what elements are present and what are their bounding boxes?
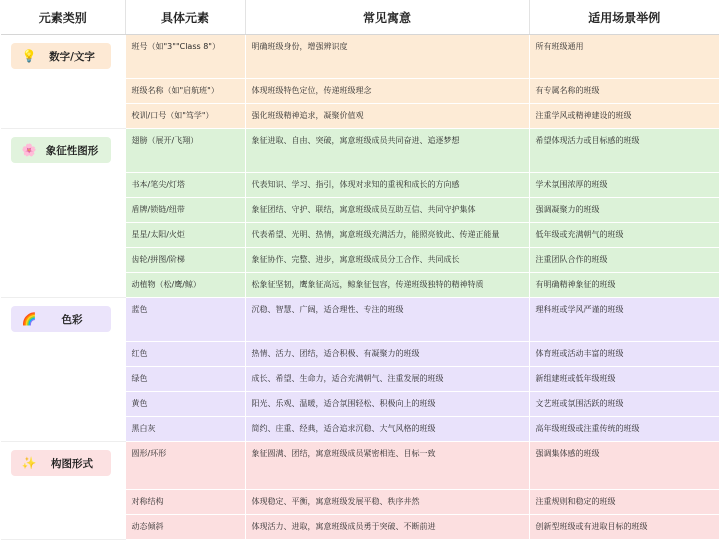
table-row bbox=[1, 35, 719, 79]
table-row bbox=[1, 129, 719, 173]
header-element: 具体元素 bbox=[125, 0, 245, 35]
category-label: 构图形式 bbox=[51, 457, 93, 470]
scene-cell: 低年级或充满朝气的班级 bbox=[529, 223, 719, 248]
table-row bbox=[1, 442, 719, 490]
category-cell bbox=[1, 35, 125, 129]
lightbulb-icon: 💡 bbox=[21, 49, 37, 63]
category-cell bbox=[1, 298, 125, 442]
meaning-cell: 简约、庄重、经典，适合追求沉稳、大气风格的班级 bbox=[245, 417, 529, 442]
meaning-cell: 象征圆满、团结，寓意班级成员紧密相连、目标一致 bbox=[245, 442, 529, 490]
scene-cell: 新组建班或低年级班级 bbox=[529, 367, 719, 392]
element-cell: 红色 bbox=[125, 342, 245, 367]
flower-icon: 🌸 bbox=[21, 143, 37, 157]
category-badge bbox=[11, 306, 111, 332]
sparkles-icon: ✨ bbox=[21, 456, 37, 470]
table-header-row bbox=[1, 0, 719, 35]
meaning-cell: 体现活力、进取，寓意班级成员勇于突破、不断前进 bbox=[245, 515, 529, 540]
element-cell: 翅膀（展开/飞翔） bbox=[125, 129, 245, 173]
scene-cell: 注重学风或精神建设的班级 bbox=[529, 104, 719, 129]
rainbow-icon: 🌈 bbox=[21, 312, 37, 326]
category-label: 数字/文字 bbox=[49, 50, 95, 63]
meaning-cell: 阳光、乐观、温暖，适合氛围轻松、积极向上的班级 bbox=[245, 392, 529, 417]
category-label: 色彩 bbox=[61, 313, 83, 326]
scene-cell: 文艺班或氛围活跃的班级 bbox=[529, 392, 719, 417]
element-cell: 校训/口号（如"笃学"） bbox=[125, 104, 245, 129]
meaning-cell: 成长、希望、生命力，适合充满朝气、注重发展的班级 bbox=[245, 367, 529, 392]
element-cell: 黄色 bbox=[125, 392, 245, 417]
table-row bbox=[1, 298, 719, 342]
meaning-cell: 明确班级身份，增强辨识度 bbox=[245, 35, 529, 79]
meaning-cell: 沉稳、智慧、广阔，适合理性、专注的班级 bbox=[245, 298, 529, 342]
element-cell: 盾牌/锁链/纽带 bbox=[125, 198, 245, 223]
meaning-cell: 体现班级特色定位，传递班级理念 bbox=[245, 79, 529, 104]
meaning-cell: 象征进取、自由、突破，寓意班级成员共同奋进、追逐梦想 bbox=[245, 129, 529, 173]
header-scene: 适用场景举例 bbox=[529, 0, 719, 35]
meaning-cell: 代表知识、学习、指引，体现对求知的重视和成长的方向感 bbox=[245, 173, 529, 198]
scene-cell: 高年级班级或注重传统的班级 bbox=[529, 417, 719, 442]
element-cell: 动植物（松/鹰/鲸） bbox=[125, 273, 245, 298]
symbolism-table bbox=[1, 0, 719, 540]
scene-cell: 有专属名称的班级 bbox=[529, 79, 719, 104]
category-label: 象征性图形 bbox=[45, 144, 99, 157]
meaning-cell: 松象征坚韧，鹰象征高远，鲸象征包容，传递班级独特的精神特质 bbox=[245, 273, 529, 298]
element-cell: 班号（如"3""Class 8"） bbox=[125, 35, 245, 79]
category-badge bbox=[11, 137, 111, 163]
element-cell: 黑白灰 bbox=[125, 417, 245, 442]
element-cell: 圆形/环形 bbox=[125, 442, 245, 490]
meaning-cell: 代表希望、光明、热情，寓意班级充满活力，能照亮彼此、传递正能量 bbox=[245, 223, 529, 248]
meaning-cell: 象征协作、完整、进步，寓意班级成员分工合作、共同成长 bbox=[245, 248, 529, 273]
category-badge bbox=[11, 43, 111, 69]
element-cell: 齿轮/拼图/阶梯 bbox=[125, 248, 245, 273]
header-meaning: 常见寓意 bbox=[245, 0, 529, 35]
category-cell bbox=[1, 442, 125, 540]
scene-cell: 强调凝聚力的班级 bbox=[529, 198, 719, 223]
table-body bbox=[1, 35, 719, 540]
scene-cell: 所有班级通用 bbox=[529, 35, 719, 79]
scene-cell: 注重团队合作的班级 bbox=[529, 248, 719, 273]
scene-cell: 学术氛围浓厚的班级 bbox=[529, 173, 719, 198]
scene-cell: 注重规则和稳定的班级 bbox=[529, 490, 719, 515]
scene-cell: 有明确精神象征的班级 bbox=[529, 273, 719, 298]
header-category: 元素类别 bbox=[1, 0, 125, 35]
element-cell: 班级名称（如"启航班"） bbox=[125, 79, 245, 104]
scene-cell: 创新型班级或有进取目标的班级 bbox=[529, 515, 719, 540]
element-cell: 蓝色 bbox=[125, 298, 245, 342]
meaning-cell: 热情、活力、团结，适合积极、有凝聚力的班级 bbox=[245, 342, 529, 367]
category-badge bbox=[11, 450, 111, 476]
meaning-cell: 象征团结、守护、联结，寓意班级成员互助互信、共同守护集体 bbox=[245, 198, 529, 223]
element-cell: 书本/笔尖/灯塔 bbox=[125, 173, 245, 198]
scene-cell: 强调集体感的班级 bbox=[529, 442, 719, 490]
meaning-cell: 强化班级精神追求，凝聚价值观 bbox=[245, 104, 529, 129]
scene-cell: 希望体现活力或目标感的班级 bbox=[529, 129, 719, 173]
element-cell: 动态倾斜 bbox=[125, 515, 245, 540]
meaning-cell: 体现稳定、平衡，寓意班级发展平稳、秩序井然 bbox=[245, 490, 529, 515]
scene-cell: 理科班或学风严谨的班级 bbox=[529, 298, 719, 342]
scene-cell: 体育班或活动丰富的班级 bbox=[529, 342, 719, 367]
element-cell: 星星/太阳/火炬 bbox=[125, 223, 245, 248]
element-cell: 对称结构 bbox=[125, 490, 245, 515]
category-cell bbox=[1, 129, 125, 298]
element-cell: 绿色 bbox=[125, 367, 245, 392]
